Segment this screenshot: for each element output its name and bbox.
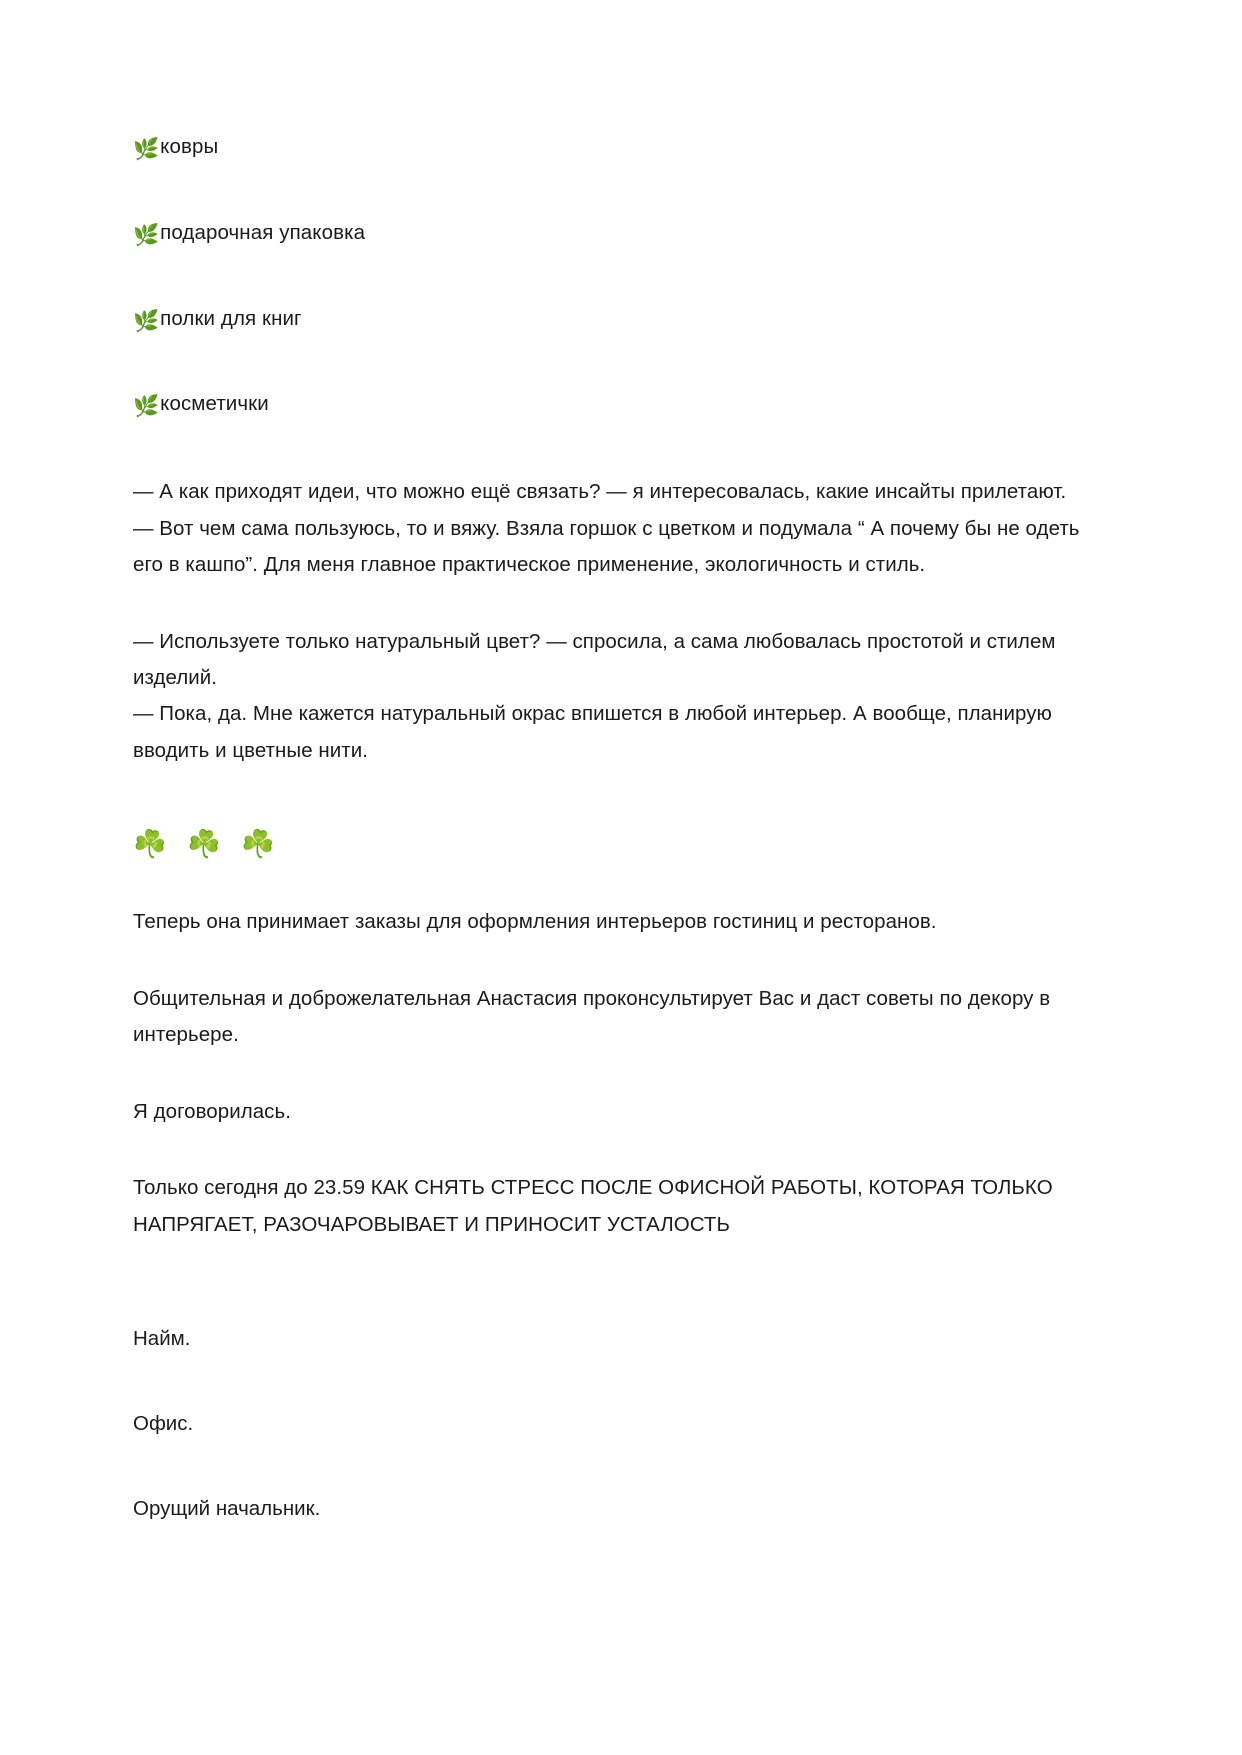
tail-line-1: Найм.: [133, 1327, 191, 1351]
section-gap: [133, 1243, 1095, 1289]
dialogue-block-2: [133, 624, 1095, 770]
list-item-label: полки для книг: [160, 306, 302, 330]
dialogue-line: — Используете только натуральный цвет? — спросила, а сама любовалась простотой и стилем изделий.: [133, 629, 1056, 689]
list-item-label: ковры: [160, 135, 219, 158]
leaf-icon: 🌿: [133, 308, 160, 333]
leaf-icon: 🌿: [133, 137, 160, 161]
list-item: [133, 303, 1095, 335]
leaf-icon: 🌿: [133, 394, 160, 419]
section-gap: [133, 1289, 1095, 1323]
shamrock-divider: ☘️ ☘️ ☘️: [133, 829, 282, 861]
dialogue-line: — Пока, да. Мне кажется натуральный окрас впишется в любой интерьер. А вообще, планирую вводить и цветные нити.: [133, 702, 1052, 762]
dialogue-line: — А как приходят идеи, что можно ещё связать? — я интересовалась, какие инсайты прилетают.: [133, 480, 1067, 504]
body-paragraph-2: Общительная и доброжелательная Анастасия проконсультирует Вас и даст советы по декору в интерьере.: [133, 986, 1051, 1047]
tail-line-2: Офис.: [133, 1412, 194, 1436]
dialogue-block-1: [133, 474, 1095, 583]
leaf-icon: 🌿: [133, 222, 160, 247]
list-item: [133, 388, 1095, 420]
list-item: [133, 131, 1095, 163]
list-item-label: косметички: [160, 392, 269, 416]
document-content: [133, 0, 1095, 1578]
dialogue-line: — Вот чем сама пользуюсь, то и вяжу. Взяла горшок с цветком и подумала “ А почему бы не одеть его в кашпо”. Для меня главное практическое применение, экологичность и стиль.: [133, 516, 1080, 577]
body-paragraph-4: Только сегодня до 23.59 КАК СНЯТЬ СТРЕСС ПОСЛЕ ОФИСНОЙ РАБОТЫ, КОТОРАЯ ТОЛЬКО НАПРЯГАЕТ, РАЗОЧАРОВЫВАЕТ И ПРИНОСИТ УСТАЛОСТЬ: [133, 1176, 1053, 1236]
leaf-bullet-list: [133, 131, 1095, 420]
body-paragraph-3: Я договорилась.: [133, 1099, 291, 1123]
list-item: [133, 217, 1095, 249]
tail-line-3: Орущий начальник.: [133, 1496, 321, 1520]
list-item-label: подарочная упаковка: [160, 220, 366, 244]
body-paragraph-1: Теперь она принимает заказы для оформления интерьеров гостиниц и ресторанов.: [133, 910, 937, 934]
